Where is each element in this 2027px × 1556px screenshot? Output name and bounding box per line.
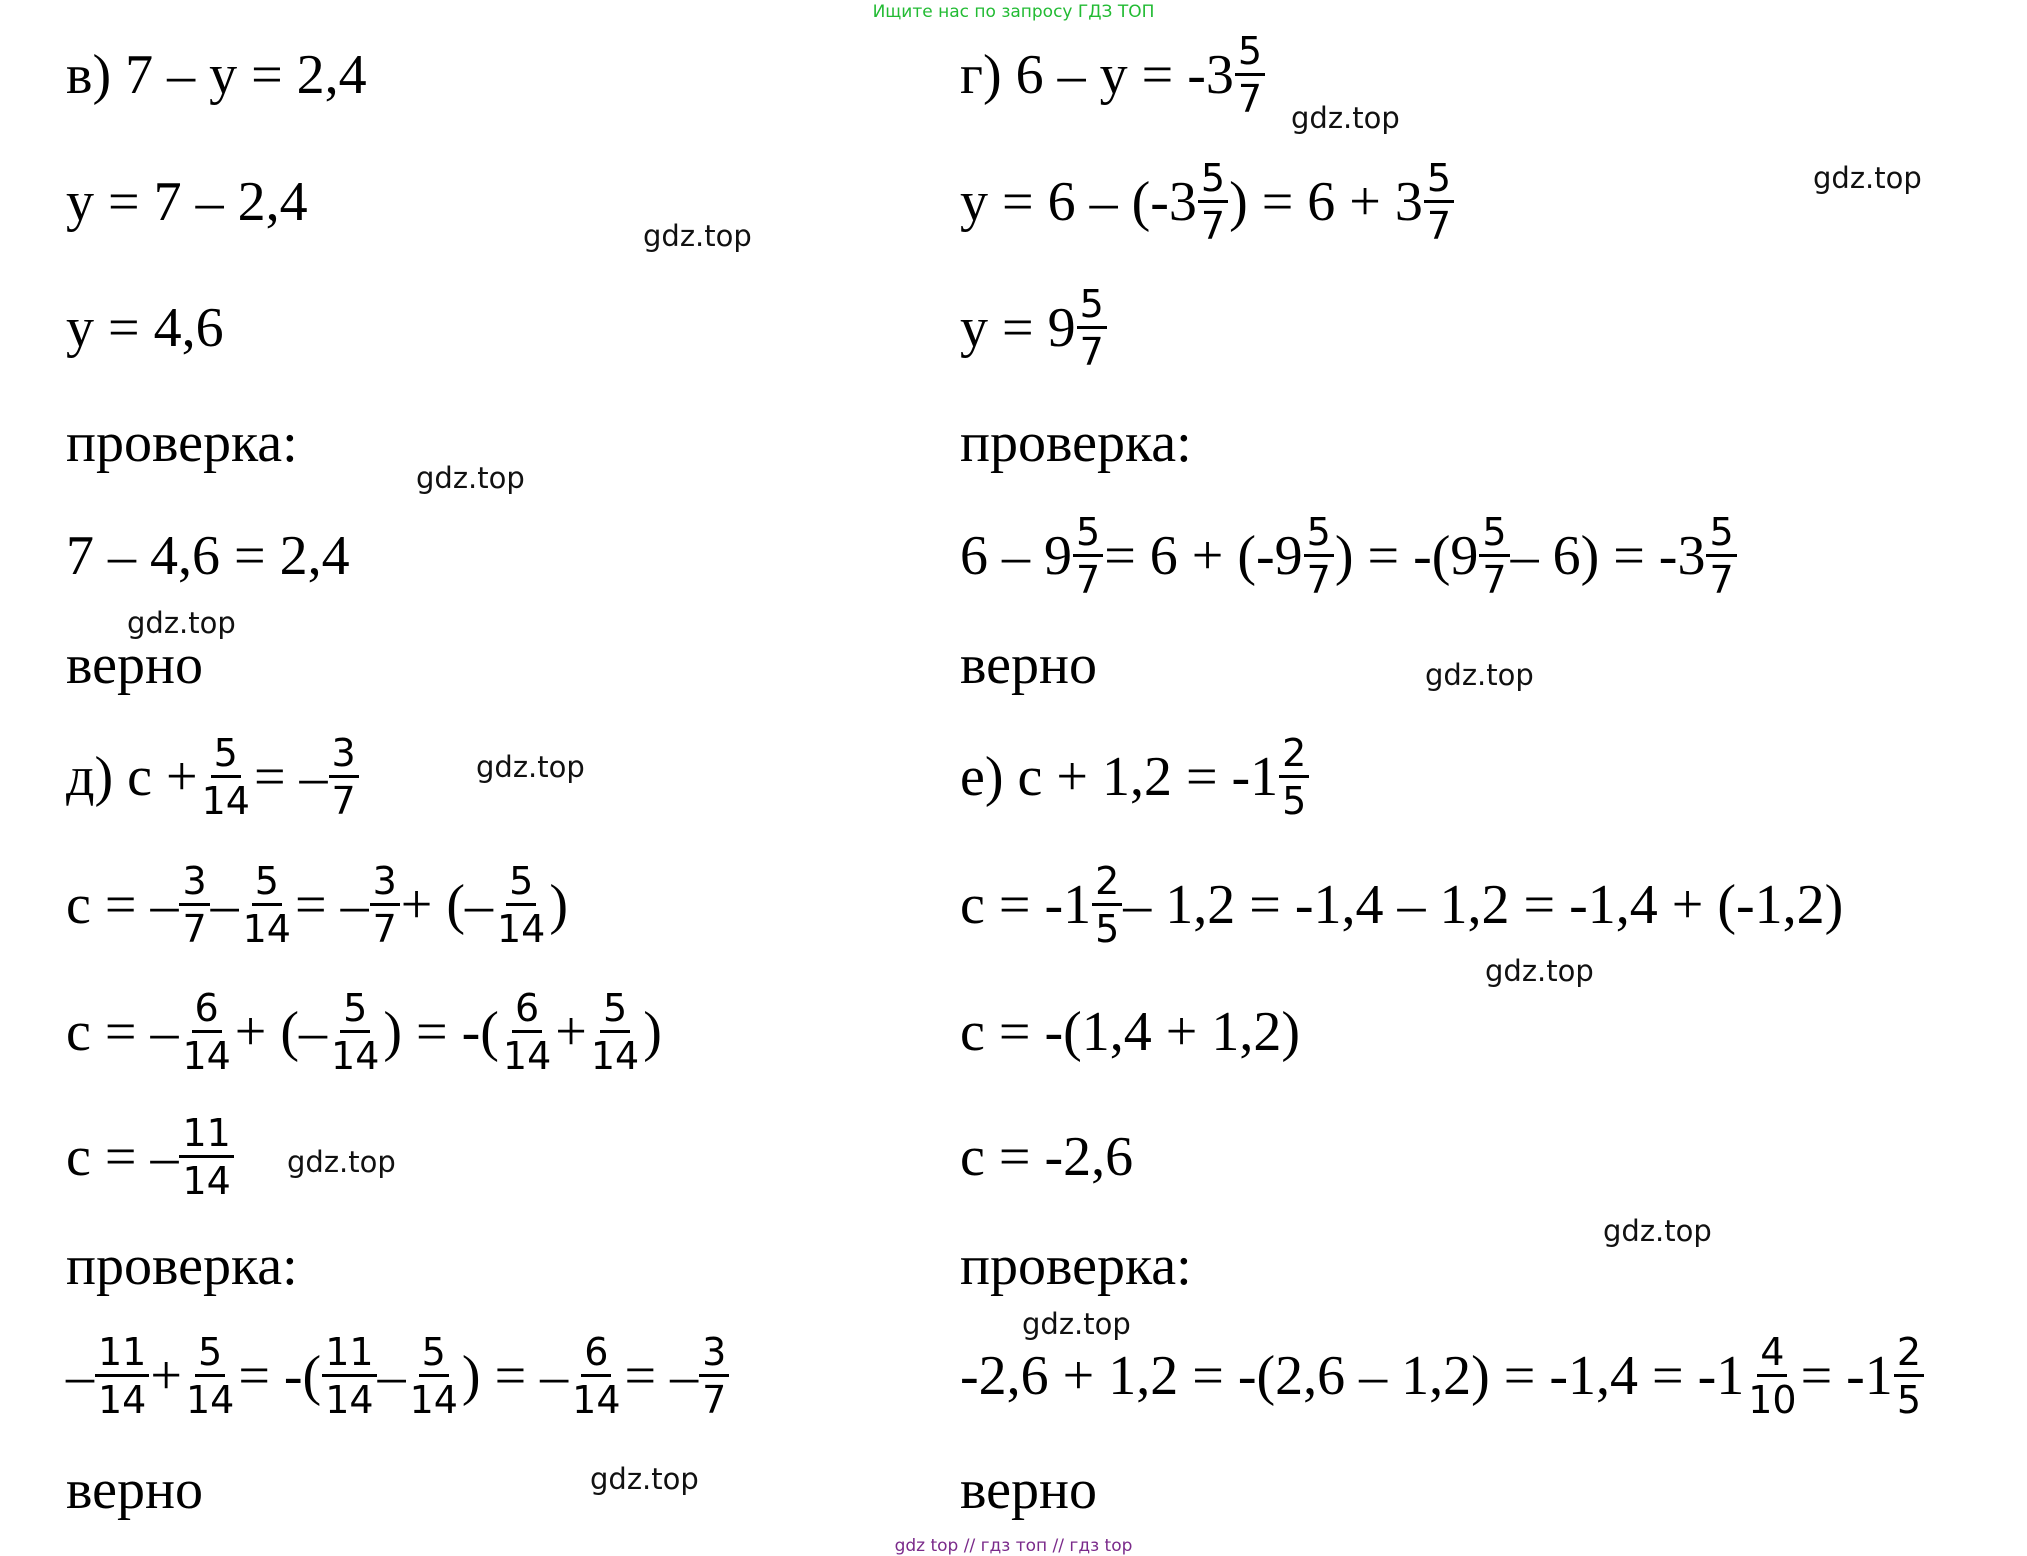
problem-v-line-3 (66, 268, 224, 388)
text: = -1 (1800, 1345, 1893, 1407)
top-banner[interactable]: Ищите нас по запросу ГДЗ ТОП (872, 2, 1155, 22)
problem-v-check-label (66, 383, 298, 503)
watermark: gdz.top (1813, 161, 1922, 195)
text: + (– (234, 1001, 328, 1063)
problem-g-line-2 (960, 142, 1455, 262)
text: = 6 + (-9 (1104, 525, 1303, 587)
text: – 6) = -3 (1510, 525, 1706, 587)
verdict-text: верно (66, 634, 203, 696)
fraction: $\frac{3}{7}$ (370, 862, 400, 948)
text: д) с + (66, 746, 198, 808)
watermark: gdz.top (1022, 1307, 1131, 1341)
fraction: $\frac{5}{14}$ (185, 1330, 235, 1422)
problem-v-equation: в) 7 – y = 2,4 (66, 44, 367, 106)
text: ) = -(9 (1334, 525, 1479, 587)
problem-e-line-3 (960, 972, 1300, 1092)
text: + (150, 1345, 182, 1407)
verdict-text: верно (66, 1459, 203, 1521)
check-label: проверка: (66, 1235, 298, 1297)
problem-d-line-2 (66, 845, 568, 965)
fraction: $\frac{5}{7}$ (1706, 513, 1736, 599)
text: 6 – 9 (960, 525, 1072, 587)
fraction: $\frac{6}{14}$ (572, 1330, 621, 1422)
fraction: $\frac{5}{14}$ (590, 986, 640, 1078)
problem-v-line-2 (66, 142, 308, 262)
problem-e-answer: с = -2,6 (960, 1126, 1134, 1188)
watermark: gdz.top (1603, 1214, 1712, 1248)
fraction: $\frac{5}{14}$ (331, 986, 380, 1078)
check-label: проверка: (66, 412, 298, 474)
fraction: $\frac{11}{14}$ (95, 1333, 149, 1419)
fraction: $\frac{3}{7}$ (179, 862, 209, 948)
text: + (555, 1001, 587, 1063)
text: с = – (66, 1126, 179, 1188)
watermark: gdz.top (1291, 101, 1400, 135)
problem-g-line-1 (960, 15, 1266, 135)
problem-d-line-3 (66, 972, 662, 1092)
fraction: $\frac{3}{7}$ (329, 734, 359, 820)
problem-g-verdict (960, 605, 1097, 725)
text: с = -(1,4 + 1,2) (960, 1001, 1300, 1063)
fraction: $\frac{6}{14}$ (502, 986, 552, 1078)
problem-v-line-4 (66, 496, 350, 616)
watermark: gdz.top (1485, 954, 1594, 988)
watermark: gdz.top (127, 606, 236, 640)
text: = – (253, 746, 328, 808)
fraction: $\frac{5}{14}$ (201, 731, 250, 823)
text: – (66, 1345, 94, 1407)
fraction: $\frac{5}{7}$ (1077, 285, 1107, 371)
fraction: $\frac{5}{14}$ (497, 859, 546, 951)
fraction: $\frac{2}{5}$ (1894, 1333, 1924, 1419)
text: ) (549, 874, 569, 936)
text: y = 9 (960, 297, 1076, 359)
fraction: $\frac{5}{7}$ (1479, 513, 1509, 599)
text: ) (643, 1001, 662, 1063)
problem-d-check-label (66, 1206, 298, 1326)
verdict-text: верно (960, 634, 1097, 696)
watermark: gdz.top (476, 750, 585, 784)
footer-links[interactable]: gdz top // гдз топ // гдз top (894, 1536, 1133, 1556)
problem-e-line-2 (960, 845, 1843, 965)
fraction: $\frac{5}{7}$ (1304, 513, 1334, 599)
text: + (– (400, 874, 493, 936)
text: -2,6 + 1,2 = -(2,6 – 1,2) = -1,4 = -1 (960, 1345, 1745, 1407)
problem-g-equation: г) 6 – y = -3 (960, 44, 1234, 106)
watermark: gdz.top (1425, 658, 1534, 692)
problem-d-line-1 (66, 717, 360, 837)
text: ) = 6 + 3 (1229, 171, 1423, 233)
text: = – (624, 1345, 699, 1407)
problem-d-line-4 (66, 1097, 235, 1217)
text: ) = -( (383, 1001, 499, 1063)
watermark: gdz.top (287, 1145, 396, 1179)
text: е) с + 1,2 = -1 (960, 746, 1279, 808)
fraction: $\frac{5}{14}$ (409, 1330, 458, 1422)
text: с = – (66, 874, 179, 936)
problem-v-step-1: y = 7 – 2,4 (66, 171, 308, 233)
fraction: $\frac{2}{5}$ (1092, 862, 1122, 948)
text: = – (294, 874, 369, 936)
fraction: $\frac{5}{7}$ (1198, 159, 1228, 245)
text: с = – (66, 1001, 179, 1063)
check-label: проверка: (960, 412, 1192, 474)
fraction: $\frac{5}{14}$ (242, 859, 291, 951)
text: = -( (238, 1345, 322, 1407)
fraction: $\frac{5}{7}$ (1235, 32, 1265, 118)
watermark: gdz.top (416, 461, 525, 495)
text: – 1,2 = -1,4 – 1,2 = -1,4 + (-1,2) (1123, 874, 1844, 936)
check-label: проверка: (960, 1235, 1192, 1297)
fraction: $\frac{3}{7}$ (699, 1333, 729, 1419)
problem-e-line-1 (960, 717, 1310, 837)
problem-v-answer: y = 4,6 (66, 297, 224, 359)
problem-v-line-1 (66, 15, 367, 135)
problem-g-check-label (960, 383, 1192, 503)
text: y = 6 – (-3 (960, 171, 1197, 233)
problem-v-check: 7 – 4,6 = 2,4 (66, 525, 350, 587)
problem-e-line-4 (960, 1097, 1133, 1217)
problem-d-line-5 (66, 1316, 730, 1436)
fraction: $\frac{11}{14}$ (179, 1114, 233, 1200)
fraction: $\frac{11}{14}$ (322, 1333, 376, 1419)
verdict-text: верно (960, 1459, 1097, 1521)
text: – (377, 1345, 406, 1407)
watermark: gdz.top (643, 219, 752, 253)
problem-g-line-3 (960, 268, 1108, 388)
problem-d-verdict (66, 1430, 203, 1550)
text: ) = – (461, 1345, 569, 1407)
fraction: $\frac{5}{7}$ (1424, 159, 1454, 245)
fraction: $\frac{6}{14}$ (182, 986, 231, 1078)
fraction: $\frac{4}{10}$ (1748, 1330, 1797, 1422)
problem-g-line-4 (960, 496, 1738, 616)
problem-e-verdict (960, 1430, 1097, 1550)
text: – (210, 874, 239, 936)
text: с = -1 (960, 874, 1092, 936)
fraction: $\frac{2}{5}$ (1279, 734, 1309, 820)
watermark: gdz.top (590, 1462, 699, 1496)
fraction: $\frac{5}{7}$ (1073, 513, 1103, 599)
